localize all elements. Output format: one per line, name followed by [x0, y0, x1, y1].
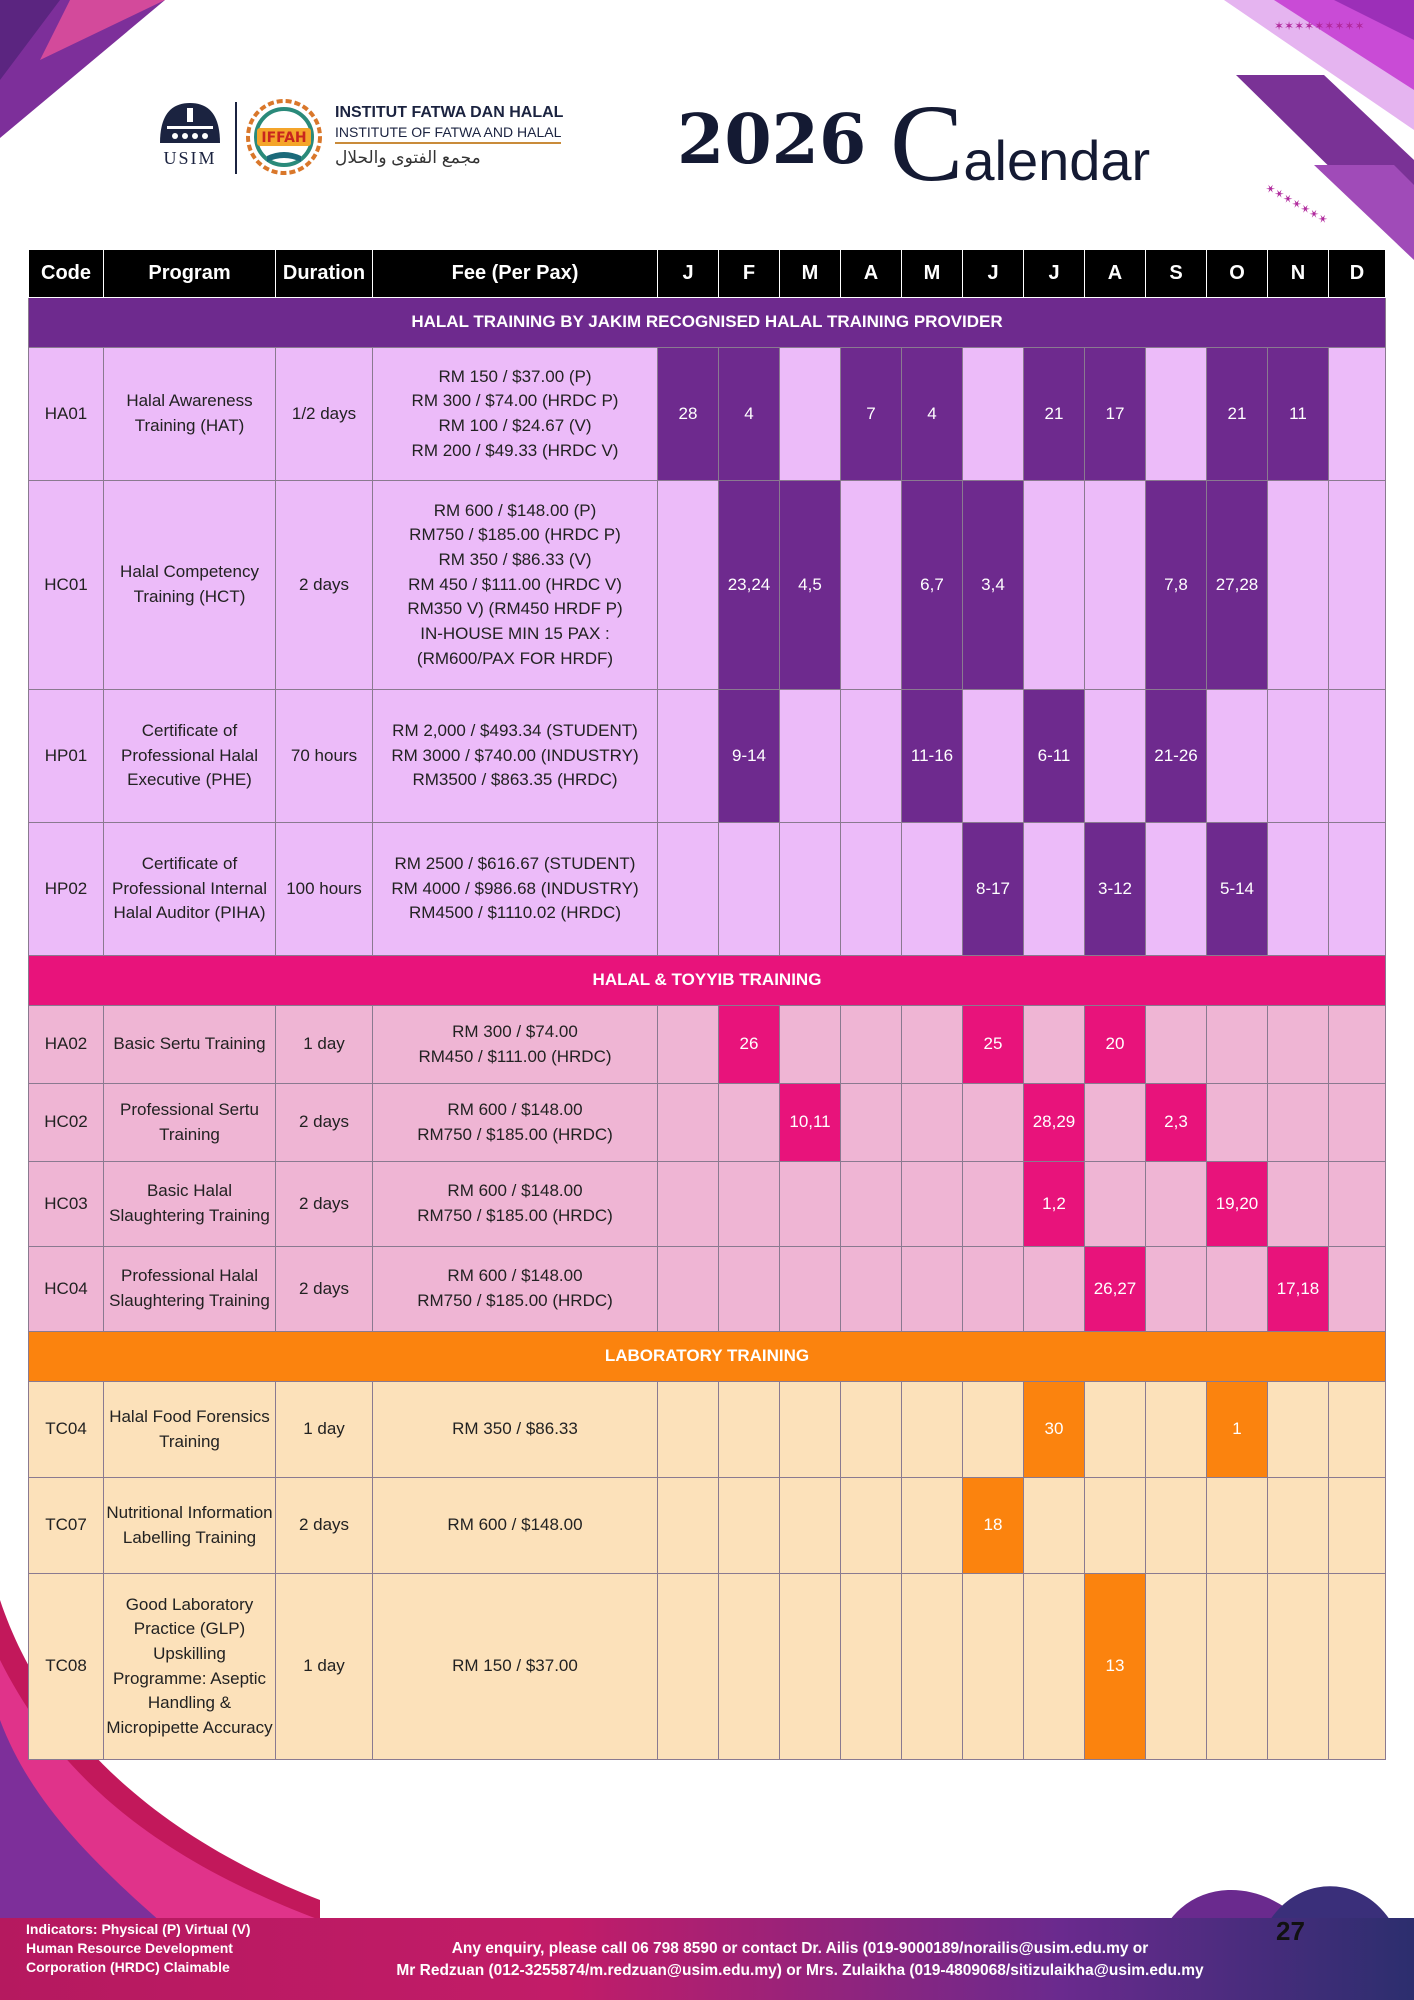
- program-duration: 1 day: [276, 1006, 373, 1084]
- month-cell: 6,7: [902, 481, 963, 690]
- program-duration: 70 hours: [276, 690, 373, 823]
- month-cell: [1024, 1006, 1085, 1084]
- month-cell: [780, 1247, 841, 1332]
- program-row: [29, 823, 1386, 956]
- program-code: HC04: [29, 1247, 104, 1332]
- column-header: Fee (Per Pax): [373, 250, 658, 298]
- program-row: [29, 1162, 1386, 1247]
- month-cell: 7,8: [1146, 481, 1207, 690]
- calendar-title-rest: alendar: [963, 129, 1151, 192]
- indicators-line: Human Resource Development: [26, 1939, 233, 1956]
- svg-text:✶✶✶✶✶✶✶: ✶✶✶✶✶✶✶: [1262, 180, 1331, 228]
- month-cell: 21-26: [1146, 690, 1207, 823]
- month-cell: [1329, 348, 1386, 481]
- month-cell: [658, 1247, 719, 1332]
- month-cell: 23,24: [719, 481, 780, 690]
- program-name: Professional Halal Slaughtering Training: [104, 1247, 276, 1332]
- month-cell: [1268, 1006, 1329, 1084]
- month-cell: [1329, 1006, 1386, 1084]
- month-cell: 27,28: [1207, 481, 1268, 690]
- month-cell: [1085, 1162, 1146, 1247]
- program-duration: 2 days: [276, 481, 373, 690]
- month-column-header: D: [1329, 250, 1386, 298]
- month-cell: [1024, 1478, 1085, 1574]
- month-cell: [963, 348, 1024, 481]
- fee-line: RM4500 / $1110.02 (HRDC): [409, 903, 621, 923]
- month-cell: [1146, 1247, 1207, 1332]
- usim-wordmark: USIM: [163, 148, 217, 168]
- month-cell: [1146, 1574, 1207, 1760]
- month-cell: [1024, 1574, 1085, 1760]
- month-cell: [1146, 1006, 1207, 1084]
- month-cell: [658, 1084, 719, 1162]
- program-name: Professional Sertu Training: [104, 1084, 276, 1162]
- month-cell: 6-11: [1024, 690, 1085, 823]
- fee-line: RM 2500 / $616.67 (STUDENT): [394, 854, 636, 874]
- fee-line: RM 100 / $24.67 (V): [438, 416, 592, 435]
- month-cell: [780, 1574, 841, 1760]
- program-code: HA02: [29, 1006, 104, 1084]
- enquiry-line: Mr Redzuan (012-3255874/m.redzuan@usim.edu.my) or Mrs. Zulaikha (019-4809068/sitizulaikha@usim.edu.my: [396, 1961, 1204, 1979]
- month-column-header: A: [1085, 250, 1146, 298]
- month-cell: [963, 1247, 1024, 1332]
- month-cell: [1329, 1382, 1386, 1478]
- month-cell: [841, 1247, 902, 1332]
- fee-line: RM 300 / $74.00 (HRDC P): [411, 391, 619, 411]
- month-cell: [1207, 1574, 1268, 1760]
- month-cell: [841, 823, 902, 956]
- month-cell: [841, 1162, 902, 1247]
- month-cell: 10,11: [780, 1084, 841, 1162]
- program-row: [29, 1084, 1386, 1162]
- program-row: [29, 1574, 1386, 1760]
- month-cell: [658, 481, 719, 690]
- enquiry-contact: [300, 1938, 1300, 1981]
- month-cell: [841, 1382, 902, 1478]
- month-cell: 18: [963, 1478, 1024, 1574]
- program-fee: [373, 690, 658, 823]
- fee-line: RM750 / $185.00 (HRDC P): [409, 525, 621, 545]
- iffah-logo: [245, 98, 323, 176]
- indicators-legend: [26, 1920, 251, 1977]
- month-cell: [1268, 1084, 1329, 1162]
- month-cell: 11: [1268, 348, 1329, 481]
- indicators-line: Indicators: Physical (P) Virtual (V): [26, 1921, 251, 1937]
- program-name: Halal Awareness Training (HAT): [104, 348, 276, 481]
- program-duration: 1 day: [276, 1574, 373, 1760]
- indicators-line: Corporation (HRDC) Claimable: [26, 1958, 230, 1975]
- fee-line: RM350 V) (RM450 HRDF P): [407, 599, 623, 619]
- program-row: [29, 690, 1386, 823]
- program-code: TC04: [29, 1382, 104, 1478]
- section-header-row: [29, 1332, 1386, 1382]
- program-fee: [373, 1247, 658, 1332]
- month-cell: [1085, 481, 1146, 690]
- fee-line: RM450 / $111.00 (HRDC): [418, 1046, 612, 1066]
- program-duration: 1/2 days: [276, 348, 373, 481]
- fee-line: RM 150 / $37.00 (P): [438, 366, 592, 386]
- month-column-header: M: [780, 250, 841, 298]
- fee-line: RM 450 / $111.00 (HRDC V): [408, 574, 622, 594]
- month-cell: [841, 690, 902, 823]
- month-cell: [658, 1162, 719, 1247]
- month-cell: [780, 348, 841, 481]
- program-name: Basic Sertu Training: [104, 1006, 276, 1084]
- fee-line: RM 2,000 / $493.34 (STUDENT): [392, 721, 638, 741]
- month-cell: 5-14: [1207, 823, 1268, 956]
- iffah-logo-text: IFFAH: [261, 130, 307, 146]
- program-name: Certificate of Professional Halal Executive (PHE): [104, 690, 276, 823]
- logo-divider: [235, 102, 237, 174]
- svg-text:✶✶✶✶✶✶✶✶✶: ✶✶✶✶✶✶✶✶✶: [1274, 19, 1365, 33]
- month-cell: 26: [719, 1006, 780, 1084]
- month-cell: [963, 1162, 1024, 1247]
- month-column-header: F: [719, 250, 780, 298]
- month-cell: [902, 1006, 963, 1084]
- month-cell: 11-16: [902, 690, 963, 823]
- month-cell: [1085, 1382, 1146, 1478]
- program-name: Nutritional Information Labelling Training: [104, 1478, 276, 1574]
- program-name: Good Laboratory Practice (GLP) Upskilling Programme: Aseptic Handling & Micropipette Accuracy: [104, 1574, 276, 1760]
- calendar-title-initial: C: [890, 82, 964, 204]
- month-cell: [658, 1478, 719, 1574]
- fee-line: RM 350 / $86.33: [452, 1419, 578, 1439]
- bottom-right-decoration: [1140, 1880, 1414, 1920]
- month-cell: [780, 1478, 841, 1574]
- program-fee: [373, 348, 658, 481]
- calendar-year: 2026: [677, 100, 867, 180]
- fee-line: RM750 / $185.00 (HRDC): [417, 1124, 613, 1144]
- month-cell: [1146, 1478, 1207, 1574]
- month-cell: [963, 690, 1024, 823]
- program-code: HP02: [29, 823, 104, 956]
- fee-line: RM 4000 / $986.68 (INDUSTRY): [391, 878, 639, 898]
- institute-name-arabic: مجمع الفتوى والحلال: [335, 148, 481, 167]
- fee-line: RM 200 / $49.33 (HRDC V): [411, 440, 619, 460]
- month-cell: [1329, 690, 1386, 823]
- program-code: TC08: [29, 1574, 104, 1760]
- program-row: [29, 1006, 1386, 1084]
- month-cell: [1085, 1478, 1146, 1574]
- month-cell: [1207, 1084, 1268, 1162]
- month-cell: [1329, 823, 1386, 956]
- month-cell: 3-12: [1085, 823, 1146, 956]
- page-number: 27: [1276, 1916, 1305, 1946]
- month-cell: 1,2: [1024, 1162, 1085, 1247]
- month-cell: [1268, 1382, 1329, 1478]
- month-cell: [1329, 1162, 1386, 1247]
- program-duration: 2 days: [276, 1247, 373, 1332]
- month-cell: [1146, 1382, 1207, 1478]
- month-cell: [780, 823, 841, 956]
- month-cell: [1329, 481, 1386, 690]
- program-fee: [373, 481, 658, 690]
- institute-logo-block: [155, 96, 595, 180]
- fee-line: IN-HOUSE MIN 15 PAX :: [420, 623, 610, 643]
- institute-name-malay: INSTITUT FATWA DAN HALAL: [335, 104, 564, 121]
- fee-line: RM 3000 / $740.00 (INDUSTRY): [391, 745, 639, 765]
- program-row: [29, 1247, 1386, 1332]
- program-code: HC02: [29, 1084, 104, 1162]
- month-cell: [1085, 1084, 1146, 1162]
- month-cell: 17,18: [1268, 1247, 1329, 1332]
- program-name: Halal Food Forensics Training: [104, 1382, 276, 1478]
- month-cell: [963, 1084, 1024, 1162]
- month-cell: [719, 1574, 780, 1760]
- training-calendar-table: [28, 249, 1386, 1760]
- month-cell: [658, 1006, 719, 1084]
- month-cell: 3,4: [963, 481, 1024, 690]
- section-header-row: [29, 956, 1386, 1006]
- month-cell: 17: [1085, 348, 1146, 481]
- month-cell: [963, 1382, 1024, 1478]
- month-cell: [780, 1162, 841, 1247]
- month-column-header: J: [658, 250, 719, 298]
- fee-line: RM3500 / $863.35 (HRDC): [412, 770, 618, 790]
- month-cell: [963, 1574, 1024, 1760]
- month-cell: [902, 1478, 963, 1574]
- program-duration: 1 day: [276, 1382, 373, 1478]
- month-cell: [1085, 690, 1146, 823]
- program-fee: [373, 1574, 658, 1760]
- month-column-header: A: [841, 250, 902, 298]
- top-left-corner-decoration: [0, 0, 170, 140]
- month-cell: [1146, 348, 1207, 481]
- program-name: Certificate of Professional Internal Halal Auditor (PIHA): [104, 823, 276, 956]
- month-cell: [658, 823, 719, 956]
- program-code: HA01: [29, 348, 104, 481]
- program-row: [29, 348, 1386, 481]
- program-duration: 100 hours: [276, 823, 373, 956]
- fee-line: RM 600 / $148.00 (P): [433, 500, 597, 520]
- month-cell: [841, 1574, 902, 1760]
- month-cell: [1268, 481, 1329, 690]
- month-cell: 21: [1024, 348, 1085, 481]
- month-cell: [719, 1247, 780, 1332]
- column-header: Code: [29, 250, 104, 298]
- month-cell: [780, 1382, 841, 1478]
- fee-line: RM750 / $185.00 (HRDC): [417, 1291, 613, 1310]
- month-cell: [902, 1247, 963, 1332]
- program-row: [29, 1382, 1386, 1478]
- month-cell: [1207, 690, 1268, 823]
- month-cell: 26,27: [1085, 1247, 1146, 1332]
- month-cell: 9-14: [719, 690, 780, 823]
- month-cell: [1024, 823, 1085, 956]
- program-fee: [373, 1162, 658, 1247]
- month-cell: [658, 1382, 719, 1478]
- fee-line: (RM600/PAX FOR HRDF): [416, 648, 614, 668]
- month-cell: [1329, 1478, 1386, 1574]
- month-cell: 1: [1207, 1382, 1268, 1478]
- program-code: HC01: [29, 481, 104, 690]
- month-cell: [719, 1382, 780, 1478]
- section-title: HALAL TRAINING BY JAKIM RECOGNISED HALAL TRAINING PROVIDER: [29, 298, 1386, 348]
- month-cell: [1329, 1247, 1386, 1332]
- fee-line: RM750 / $185.00 (HRDC): [417, 1206, 613, 1225]
- program-row: [29, 1478, 1386, 1574]
- month-cell: [658, 1574, 719, 1760]
- month-cell: [1146, 823, 1207, 956]
- fee-line: RM 600 / $148.00: [447, 1181, 583, 1201]
- month-cell: [719, 823, 780, 956]
- month-cell: [1024, 1247, 1085, 1332]
- month-cell: [902, 1382, 963, 1478]
- month-cell: [1268, 690, 1329, 823]
- fee-line: RM 600 / $148.00: [447, 1099, 583, 1119]
- program-fee: [373, 1084, 658, 1162]
- fee-line: RM 300 / $74.00: [452, 1021, 578, 1041]
- month-column-header: J: [963, 250, 1024, 298]
- month-column-header: M: [902, 250, 963, 298]
- section-header-row: [29, 298, 1386, 348]
- calendar-title: [890, 80, 1150, 207]
- program-duration: 2 days: [276, 1478, 373, 1574]
- institute-name-english: INSTITUTE OF FATWA AND HALAL: [335, 124, 561, 144]
- month-cell: [841, 1478, 902, 1574]
- month-cell: 30: [1024, 1382, 1085, 1478]
- program-duration: 2 days: [276, 1162, 373, 1247]
- month-cell: 4,5: [780, 481, 841, 690]
- month-cell: [841, 1006, 902, 1084]
- month-cell: 20: [1085, 1006, 1146, 1084]
- month-cell: 21: [1207, 348, 1268, 481]
- month-cell: [780, 1006, 841, 1084]
- column-header: Program: [104, 250, 276, 298]
- month-cell: 28,29: [1024, 1084, 1085, 1162]
- month-cell: [1268, 823, 1329, 956]
- month-cell: [1207, 1247, 1268, 1332]
- program-fee: [373, 1382, 658, 1478]
- month-cell: [658, 690, 719, 823]
- month-cell: [1268, 1574, 1329, 1760]
- month-cell: [902, 823, 963, 956]
- month-cell: 7: [841, 348, 902, 481]
- month-cell: [719, 1084, 780, 1162]
- month-cell: 25: [963, 1006, 1024, 1084]
- program-row: [29, 481, 1386, 690]
- month-cell: [1329, 1084, 1386, 1162]
- month-cell: [841, 481, 902, 690]
- fee-line: RM 600 / $148.00: [447, 1515, 583, 1535]
- program-name: Halal Competency Training (HCT): [104, 481, 276, 690]
- month-cell: [902, 1574, 963, 1760]
- month-cell: [1329, 1574, 1386, 1760]
- month-cell: 13: [1085, 1574, 1146, 1760]
- month-cell: 8-17: [963, 823, 1024, 956]
- month-cell: [902, 1162, 963, 1247]
- program-duration: 2 days: [276, 1084, 373, 1162]
- month-cell: 4: [902, 348, 963, 481]
- enquiry-line: Any enquiry, please call 06 798 8590 or contact Dr. Ailis (019-9000189/norailis@usim.edu.my or: [451, 1940, 1149, 1957]
- month-column-header: S: [1146, 250, 1207, 298]
- month-column-header: N: [1268, 250, 1329, 298]
- month-cell: 2,3: [1146, 1084, 1207, 1162]
- program-code: TC07: [29, 1478, 104, 1574]
- month-cell: [1268, 1162, 1329, 1247]
- program-code: HC03: [29, 1162, 104, 1247]
- section-title: LABORATORY TRAINING: [29, 1332, 1386, 1382]
- month-cell: [1024, 481, 1085, 690]
- program-fee: [373, 1478, 658, 1574]
- month-cell: [841, 1084, 902, 1162]
- fee-line: RM 150 / $37.00: [452, 1656, 578, 1676]
- column-header: Duration: [276, 250, 373, 298]
- month-cell: [902, 1084, 963, 1162]
- program-fee: [373, 1006, 658, 1084]
- month-cell: 28: [658, 348, 719, 481]
- month-cell: [719, 1478, 780, 1574]
- month-cell: [1146, 1162, 1207, 1247]
- month-cell: [780, 690, 841, 823]
- month-cell: [1207, 1478, 1268, 1574]
- month-cell: [1268, 1478, 1329, 1574]
- month-column-header: J: [1024, 250, 1085, 298]
- fee-line: RM 350 / $86.33 (V): [438, 550, 592, 570]
- month-cell: 19,20: [1207, 1162, 1268, 1247]
- month-cell: [719, 1162, 780, 1247]
- fee-line: RM 600 / $148.00: [447, 1266, 583, 1286]
- program-name: Basic Halal Slaughtering Training: [104, 1162, 276, 1247]
- month-cell: [1207, 1006, 1268, 1084]
- section-title: HALAL & TOYYIB TRAINING: [29, 956, 1386, 1006]
- month-column-header: O: [1207, 250, 1268, 298]
- month-cell: 4: [719, 348, 780, 481]
- program-fee: [373, 823, 658, 956]
- program-code: HP01: [29, 690, 104, 823]
- table-header-row: [29, 250, 1386, 298]
